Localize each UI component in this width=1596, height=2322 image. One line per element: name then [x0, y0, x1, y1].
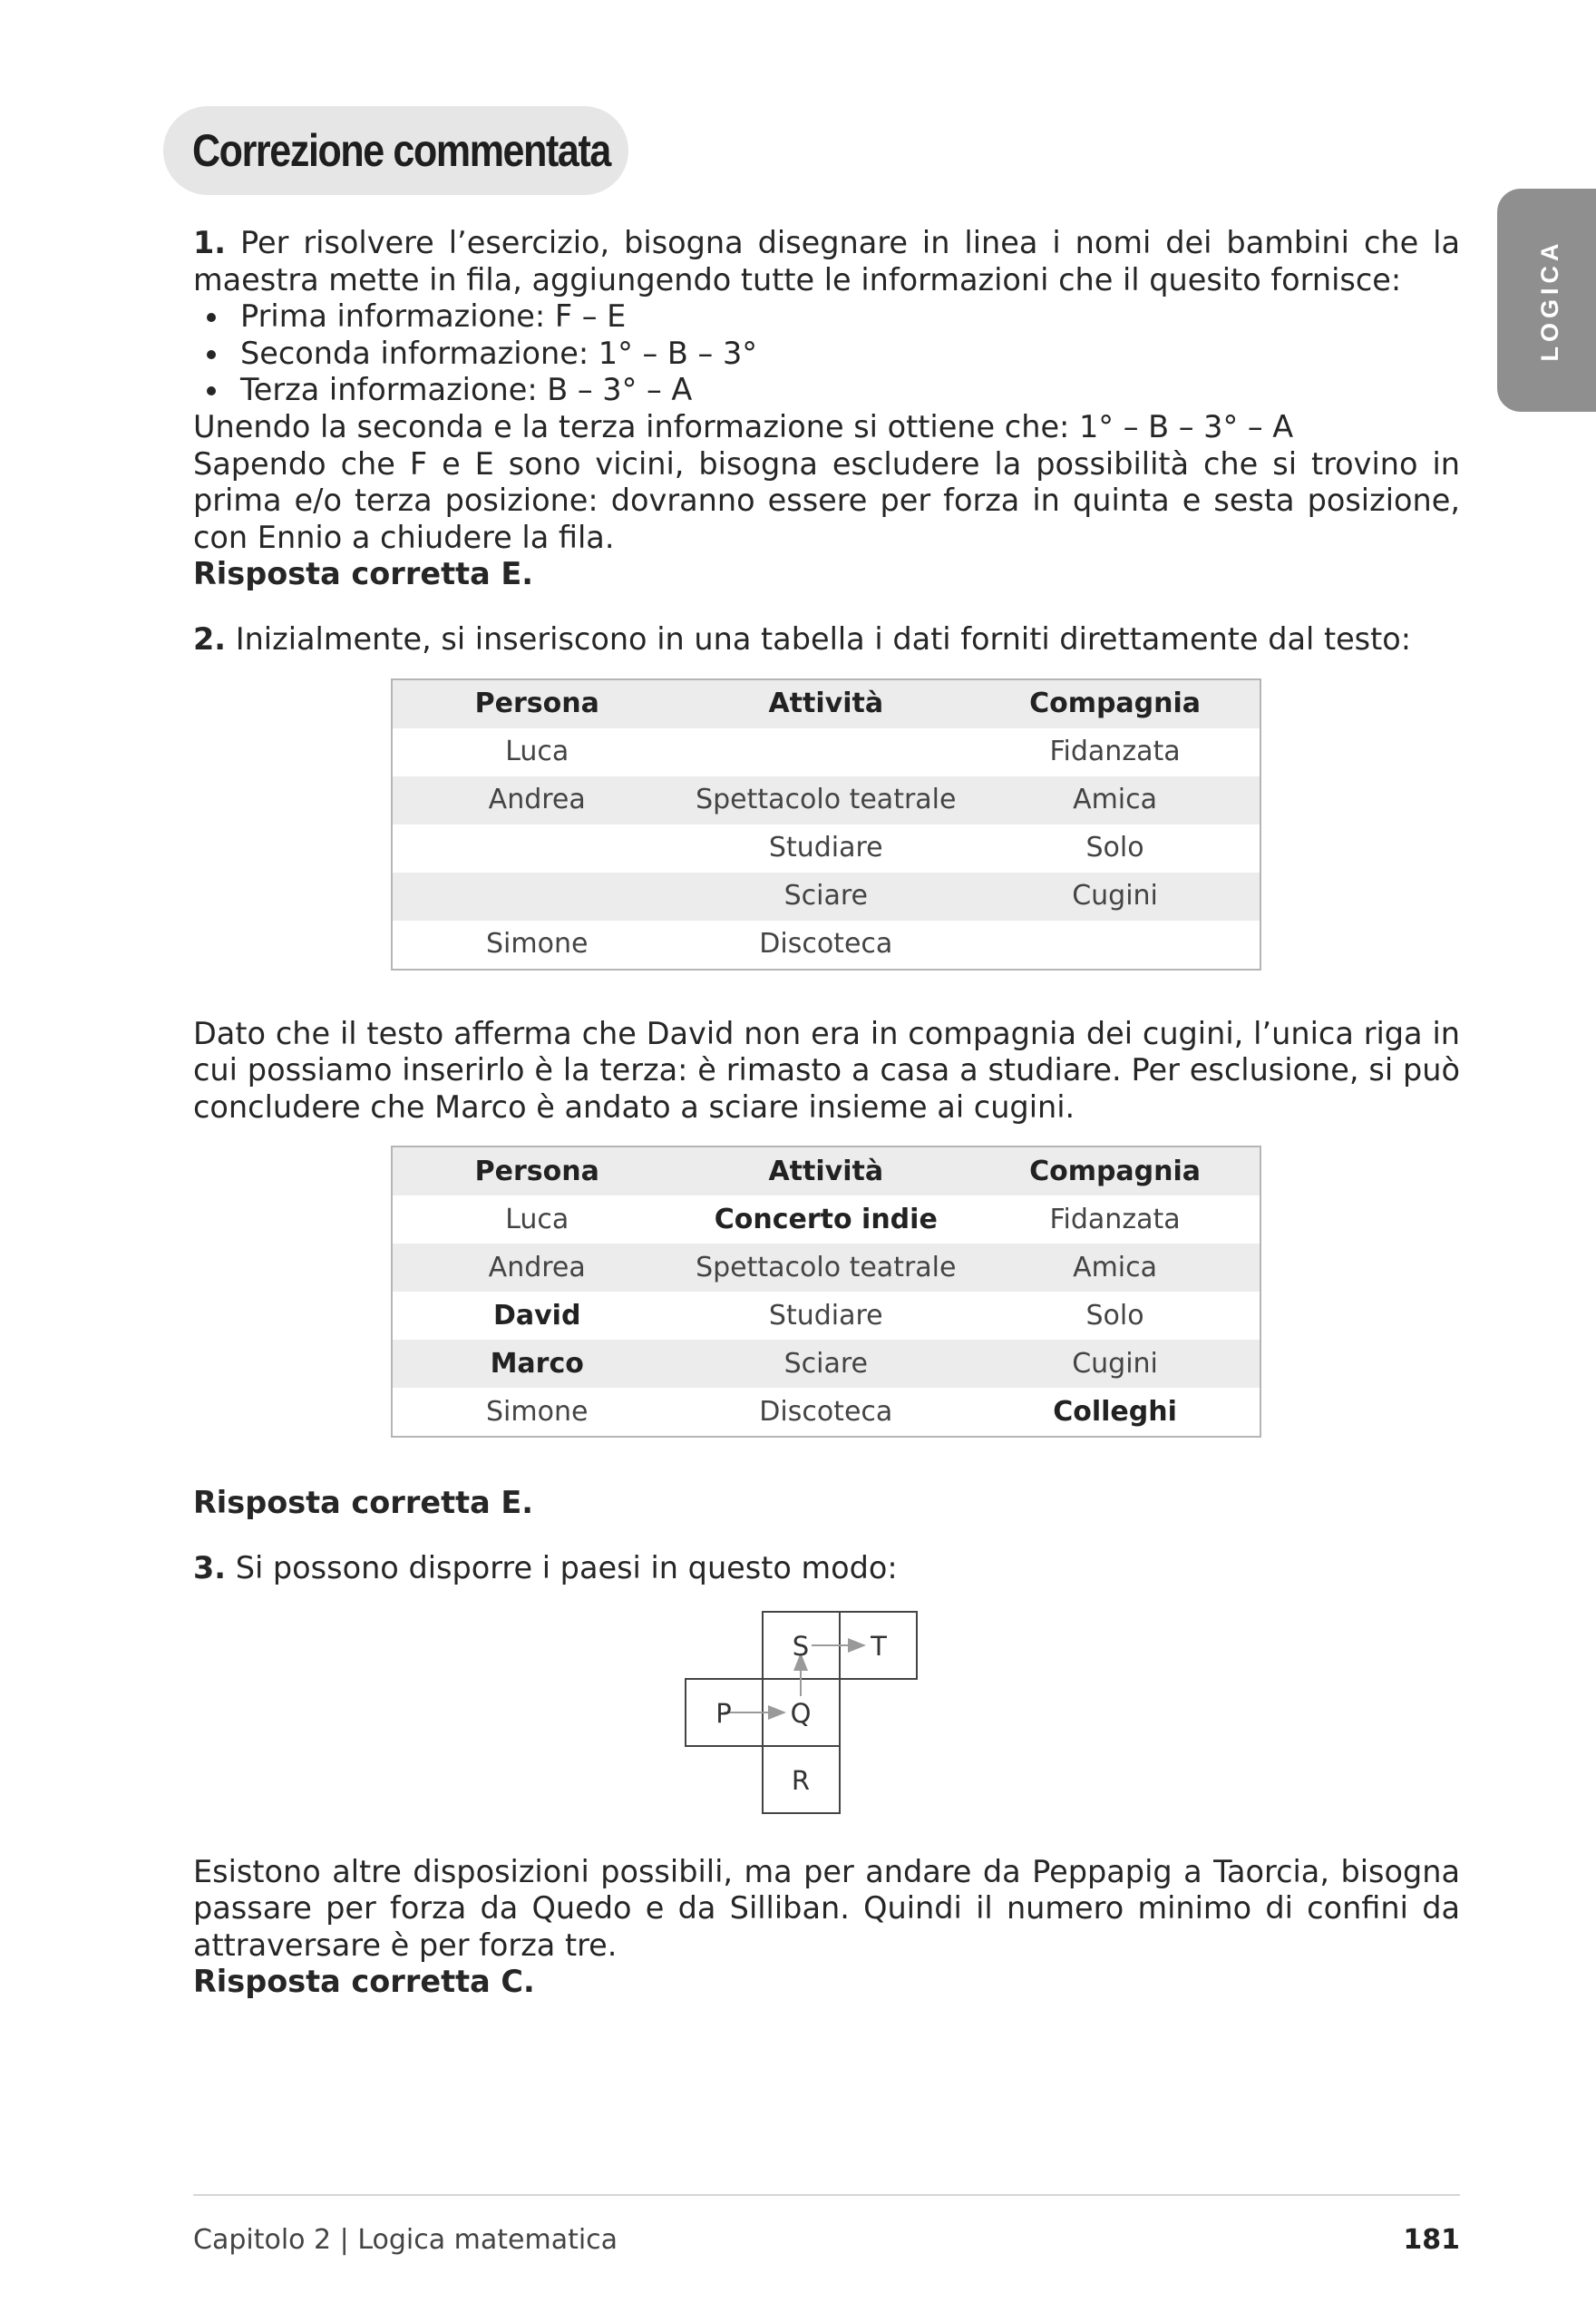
q3-intro-text: Si possono disporre i paesi in questo modo: [226, 1549, 898, 1585]
table-cell: Luca [505, 735, 569, 767]
table-row [392, 728, 1260, 776]
table-cell: David [492, 1299, 581, 1332]
table-cell [681, 728, 970, 776]
table-cell: Andrea [488, 783, 586, 815]
table-row [392, 1340, 1260, 1388]
page-number: 181 [1403, 2224, 1460, 2256]
q2-intro-text: Inizialmente, si inseriscono in una tabella i dati forniti direttamente dal testo: [226, 620, 1412, 657]
table-cell: Andrea [488, 1251, 586, 1283]
table-cell: Concerto indie [714, 1203, 938, 1235]
table-cell: Fidanzata [1049, 1203, 1181, 1235]
table-cell: Sciare [783, 879, 868, 912]
q2-intro [193, 621, 1460, 659]
q2-number: 2. [193, 620, 227, 657]
table-row [392, 1292, 1260, 1340]
table-cell: Discoteca [759, 927, 893, 960]
q3-answer-text: Risposta corretta C. [193, 1964, 535, 2000]
column-header: Persona [474, 1155, 599, 1187]
column-header: Compagnia [1029, 1155, 1202, 1187]
q1-line2: Sapendo che F e E sono vicini, bisogna escludere la possibilità che si trovino in prima e/o terza posizione: dovranno essere per forza in quinta e sesta posizione, con Ennio a chiudere la fila. [193, 445, 1460, 555]
label-t: T [871, 1630, 887, 1662]
table-cell: Solo [1085, 1299, 1144, 1332]
table-row [392, 1388, 1260, 1437]
q3-answer [193, 1964, 1460, 2001]
list-item: Prima informazione: F – E [240, 298, 1460, 336]
table-cell [970, 921, 1260, 970]
column-header: Attività [768, 687, 884, 719]
label-p: P [715, 1697, 732, 1729]
table-cell: Studiare [768, 831, 883, 863]
table-cell: Cugini [1072, 1347, 1158, 1380]
q2-answer-text: Risposta corretta E. [193, 1485, 533, 1521]
table-row [392, 776, 1260, 824]
table-header-row [392, 679, 1260, 728]
table-row [392, 873, 1260, 921]
table-cell: Amica [1073, 783, 1158, 815]
table-cell: Spettacolo teatrale [696, 1251, 957, 1283]
table-cell [392, 873, 681, 921]
table-cell: Amica [1073, 1251, 1158, 1283]
table-cell: Colleghi [1053, 1395, 1177, 1428]
table-row [392, 1195, 1260, 1244]
table-header-row [392, 1146, 1260, 1195]
column-header: Persona [474, 687, 599, 719]
table-row [392, 824, 1260, 873]
q3-text: Esistono altre disposizioni possibili, ma per andare da Peppapig a Taorcia, bisogna passare per forza da Quedo e da Silliban. Quindi il numero minimo di confini da attraversare è per forza tre. [193, 1853, 1460, 1963]
table-cell: Solo [1085, 831, 1144, 863]
list-item: Seconda informazione: 1° – B – 3° [240, 336, 1460, 373]
label-q: Q [790, 1697, 812, 1729]
content [193, 225, 1460, 2001]
footer-chapter: Capitolo 2 | Logica matematica [193, 2224, 618, 2256]
q1-answer [193, 556, 1460, 593]
table-cell: Marco [490, 1347, 584, 1380]
table-row [392, 921, 1260, 970]
table-completed [391, 1146, 1261, 1438]
list-item: Terza informazione: B – 3° – A [240, 372, 1460, 409]
column-header: Compagnia [1029, 687, 1202, 719]
table-cell: Cugini [1072, 879, 1158, 912]
country-diagram [193, 1587, 1460, 1818]
table-cell: Discoteca [759, 1395, 893, 1428]
table-cell: Fidanzata [1049, 735, 1181, 767]
table-row [392, 1244, 1260, 1292]
label-r: R [791, 1764, 811, 1796]
q1-intro [193, 225, 1460, 298]
table-cell: Simone [486, 927, 589, 960]
page-title: Correzione commentata [192, 125, 610, 176]
column-header: Attività [768, 1155, 884, 1187]
section-title-pill [163, 106, 628, 195]
q1-number: 1. [193, 225, 227, 260]
footer-divider [193, 2194, 1460, 2196]
q2-middle: Dato che il testo afferma che David non era in compagnia dei cugini, l’unica riga in cui possiamo inserirlo è la terza: è rimasto a casa a studiare. Per esclusione, si può concludere che Marco è andato a sciare insieme ai cugini. [193, 1015, 1460, 1125]
table-cell: Simone [486, 1395, 589, 1428]
section-tab-label: LOGICA [1536, 239, 1563, 362]
country-grid-svg [193, 1587, 1460, 1818]
q3-number: 3. [193, 1549, 227, 1585]
q1-answer-text: Risposta corretta E. [193, 556, 533, 592]
table-cell: Spettacolo teatrale [696, 783, 957, 815]
table-initial [391, 678, 1261, 971]
table-cell: Luca [505, 1203, 569, 1235]
table-cell: Studiare [768, 1299, 883, 1332]
q1-bullets [193, 298, 1460, 409]
label-s: S [792, 1630, 810, 1662]
table-cell [392, 824, 681, 873]
q3-intro [193, 1550, 1460, 1587]
table-cell: Sciare [783, 1347, 868, 1380]
q1-line1: Unendo la seconda e la terza informazione si ottiene che: 1° – B – 3° – A [193, 408, 1294, 444]
section-tab [1497, 189, 1596, 412]
q2-answer [193, 1485, 1460, 1522]
q1-intro-text: Per risolvere l’esercizio, bisogna disegnare in linea i nomi dei bambini che la maestra mette in fila, aggiungendo tutte le informazioni che il quesito fornisce: [193, 225, 1460, 298]
